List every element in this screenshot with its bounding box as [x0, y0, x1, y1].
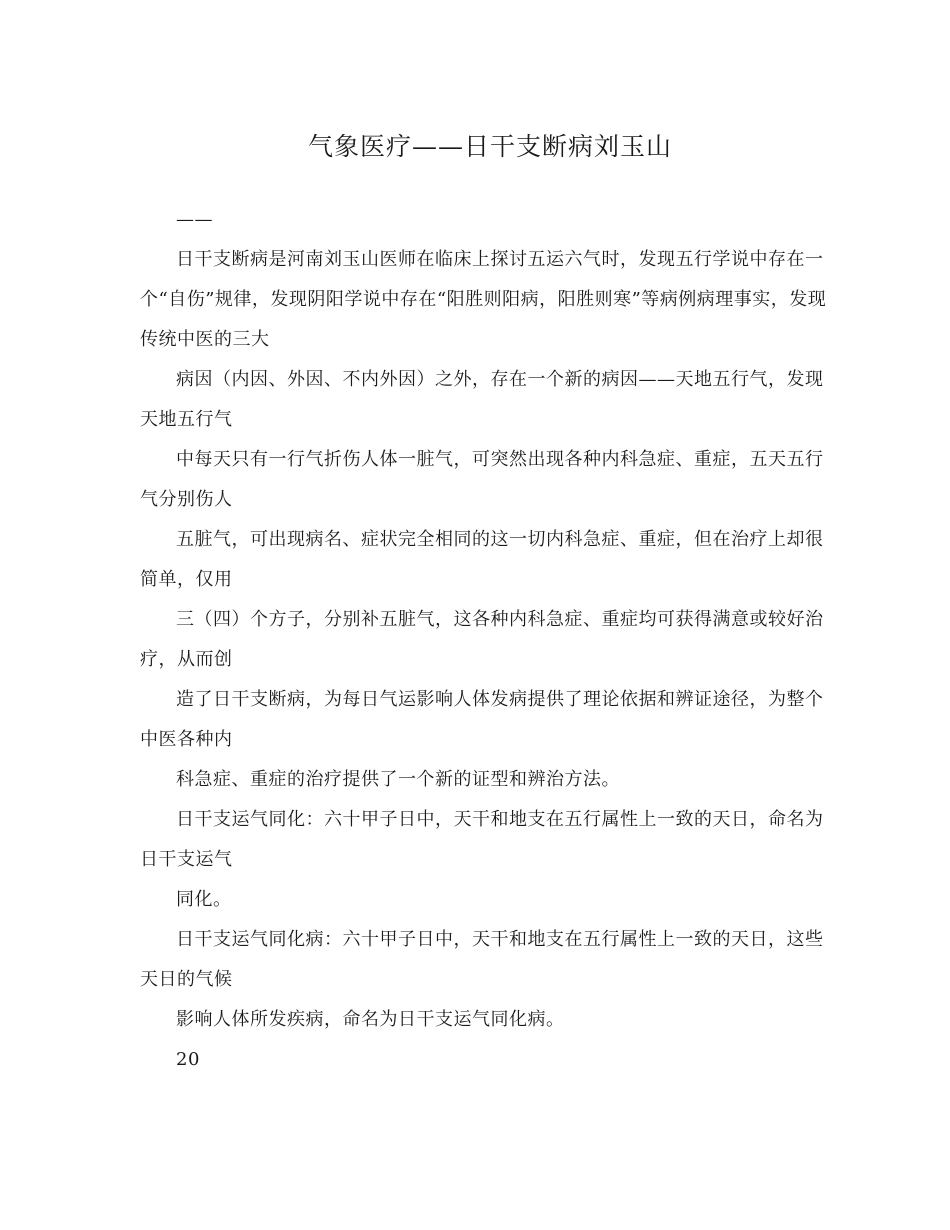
document-body: [140, 200, 830, 1080]
page-number: 20: [176, 1049, 200, 1070]
paragraph: 同化。: [176, 889, 232, 910]
paragraph: 影响人体所发疾病，命名为日干支运气同化病。: [176, 1009, 565, 1030]
paragraph: 五脏气，可出现病名、症状完全相同的这一切内科急症、重症，但在治疗上却很简单，仅用: [140, 529, 824, 590]
paragraph: 病因（内因、外因、不内外因）之外，存在一个新的病因——天地五行气，发现天地五行气: [140, 369, 824, 430]
paragraph: 日干支运气同化病：六十甲子日中，天干和地支在五行属性上一致的天日，这些天日的气候: [140, 929, 824, 990]
paragraph: 科急症、重症的治疗提供了一个新的证型和辨治方法。: [176, 769, 620, 790]
paragraph: 中每天只有一行气折伤人体一脏气，可突然出现各种内科急症、重症，五天五行气分别伤人: [140, 449, 824, 510]
document-title: 气象医疗——日干支断病刘玉山: [307, 132, 672, 161]
paragraph: 日干支运气同化：六十甲子日中，天干和地支在五行属性上一致的天日，命名为日干支运气: [140, 809, 824, 870]
paragraph: 三（四）个方子，分别补五脏气，这各种内科急症、重症均可获得满意或较好治疗，从而创: [140, 609, 824, 670]
paragraph: 造了日干支断病，为每日气运影响人体发病提供了理论依据和辨证途径，为整个中医各种内: [140, 689, 824, 750]
paragraph: ——: [176, 209, 213, 230]
paragraph: 日干支断病是河南刘玉山医师在临床上探讨五运六气时，发现五行学说中存在一个“自伤”规律，发现阴阳学说中存在“阳胜则阳病，阳胜则寒”等病例病理事实，发现传统中医的三大: [140, 249, 827, 350]
